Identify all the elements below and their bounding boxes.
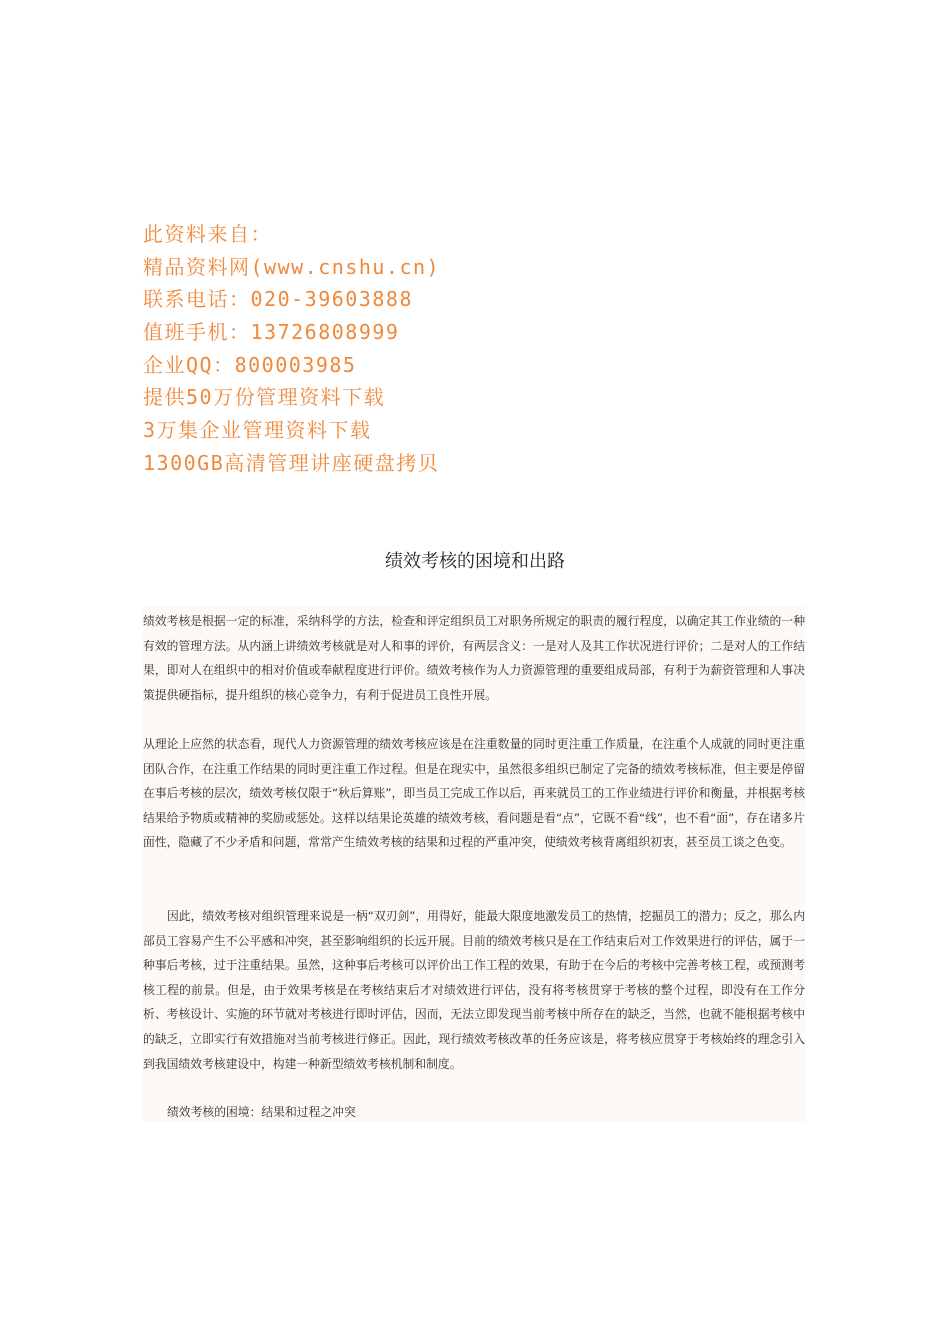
paragraph-definition: 绩效考核是根据一定的标准，采纳科学的方法，检查和评定组织员工对职务所规定的职责的履行程度，以确定其工作业绩的一种有效的管理方法。从内涵上讲绩效考核就是对人和事的评价，有两层含义：一是对人及其工作状况进行评价；二是对人的工作结果，即对人在组织中的相对价值或奉献程度进行评价。绩效考核作为人力资源管理的重要组成局部，有利于为薪资管理和人事决策提供硬指标，提升组织的核心竞争力，有利于促进员工良性开展。 [143,614,805,702]
paragraph-double-edged-sword: 因此，绩效考核对组织管理来说是一柄“双刃剑”，用得好，能最大限度地激发员工的热情，挖掘员工的潜力；反之，那么内部员工容易产生不公平感和冲突，甚至影响组织的长远开展。目前的绩效考核只是在工作结束后对工作效果进行的评估，属于一种事后考核，过于注重结果。虽然，这种事后考核可以评价出工作工程的效果，有助于在今后的考核中完善考核工程，或预测考核工程的前景。但是，由于效果考核是在考核结束后才对绩效进行评估，没有将考核贯穿于考核的整个过程，即没有在工作分析、考核设计、实施的环节就对考核进行即时评估，因而，无法立即发现当前考核中所存在的缺乏，当然，也就不能根据考核中的缺乏，立即实行有效措施对当前考核进行修正。因此，现行绩效考核改革的任务应该是，将考核应贯穿于考核始终的理念引入到我国绩效考核建设中，构建一种新型绩效考核机制和制度。 [143,909,805,1071]
source-line-qq: 企业QQ：800003985 [143,352,357,377]
source-info-block [143,218,603,480]
source-line-offer-documents: 提供50万份管理资料下载 [143,385,386,410]
source-line-header: 此资料来自： [143,222,272,246]
source-line-offer-lectures: 1300GB高清管理讲座硬盘拷贝 [143,450,440,475]
document-title: 绩效考核的困境和出路 [385,551,565,572]
source-line-phone: 联系电话：020-39603888 [143,287,413,312]
source-line-website: 精品资料网(www.cnshu.cn) [143,254,441,279]
paragraph-theory-vs-reality: 从理论上应然的状态看，现代人力资源管理的绩效考核应该是在注重数量的同时更注重工作质量，在注重个人成就的同时更注重团队合作，在注重工作结果的同时更注重工作过程。但是在现实中，虽然很多组织已制定了完备的绩效考核标准，但主要是停留在事后考核的层次，绩效考核仅限于“秋后算账”，即当员工完成工作以后，再来就员工的工作业绩进行评价和衡量，并根据考核结果给予物质或精神的奖励或惩处。这样以结果论英雄的绩效考核，看问题是看“点”，它既不看“线”，也不看“面”，存在诸多片面性，隐藏了不少矛盾和问题，常常产生绩效考核的结果和过程的严重冲突，使绩效考核背离组织初衷，甚至员工谈之色变。 [143,737,805,850]
source-line-mobile: 值班手机：13726808999 [143,320,400,345]
article-body [143,606,805,1122]
section-heading-dilemma: 绩效考核的困境：结果和过程之冲突 [167,1105,356,1119]
source-line-offer-videos: 3万集企业管理资料下载 [143,418,372,443]
